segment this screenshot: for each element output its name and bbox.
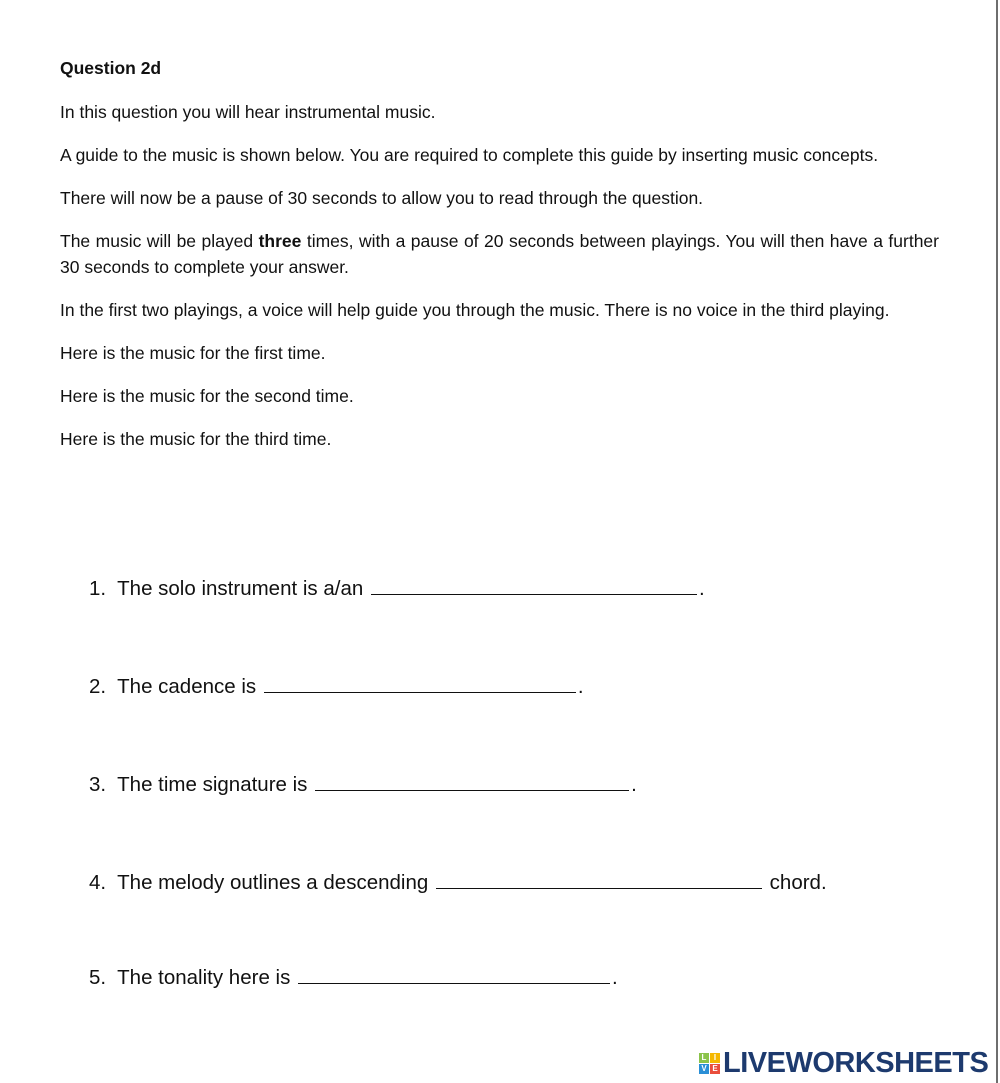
liveworksheets-logo [699, 1047, 988, 1080]
question-suffix: . [698, 577, 705, 600]
paragraph: Here is the music for the first time. [60, 343, 326, 363]
question-number: 3. [89, 773, 107, 796]
question-suffix: chord. [769, 871, 827, 894]
answer-blank-3[interactable] [315, 772, 629, 791]
question-4 [89, 870, 827, 895]
instructions [60, 58, 939, 469]
question-suffix: . [577, 675, 584, 698]
logo-text: LIVEWORKSHEETS [723, 1047, 989, 1079]
paragraph: Here is the music for the second time. [60, 386, 354, 406]
question-2 [89, 674, 584, 699]
answer-blank-4[interactable] [436, 870, 762, 889]
question-text: The time signature is [117, 773, 308, 796]
question-5 [89, 965, 618, 990]
bold-text: three [258, 231, 302, 251]
answer-blank-2[interactable] [264, 674, 576, 693]
question-3 [89, 772, 637, 797]
question-1 [89, 576, 705, 601]
question-text: The solo instrument is a/an [117, 577, 364, 600]
page-edge [996, 0, 998, 1083]
paragraph: Here is the music for the third time. [60, 429, 332, 449]
question-title: Question 2d [60, 58, 162, 78]
question-number: 5. [89, 966, 107, 989]
paragraph: In the first two playings, a voice will help guide you through the music. There is no voice in the third playing. [60, 300, 890, 320]
answer-blank-5[interactable] [298, 965, 610, 984]
paragraph: A guide to the music is shown below. You are required to complete this guide by inserting music concepts. [60, 145, 879, 165]
question-number: 2. [89, 675, 107, 698]
question-number: 4. [89, 871, 107, 894]
answer-blank-1[interactable] [371, 576, 697, 595]
text: times, with a pause of 20 seconds between playings. You will then have a further 30 seconds to complete your answer. [60, 231, 939, 277]
question-text: The tonality here is [117, 966, 291, 989]
paragraph: In this question you will hear instrumental music. [60, 102, 436, 122]
paragraph: There will now be a pause of 30 seconds to allow you to read through the question. [60, 188, 704, 208]
question-text: The melody outlines a descending [117, 871, 429, 894]
question-suffix: . [612, 966, 618, 989]
logo-cubes-icon: L I V E [699, 1053, 720, 1074]
question-suffix: . [631, 773, 637, 796]
text: The music will be played [60, 231, 259, 251]
question-text: The cadence is [117, 675, 257, 698]
paragraph [60, 228, 939, 280]
question-number: 1. [89, 577, 107, 600]
